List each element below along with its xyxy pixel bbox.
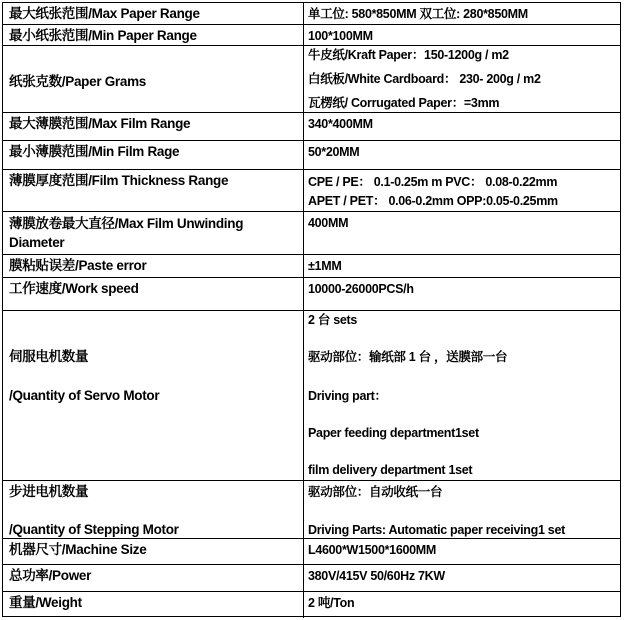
spec-value: 单工位: 580*850MM 双工位: 280*850MM <box>308 7 528 21</box>
spec-label-cell <box>3 25 304 45</box>
spec-label: 膜粘贴误差/Paste error <box>9 258 147 273</box>
spec-value-cell <box>303 481 620 538</box>
spec-label-cell <box>3 141 304 169</box>
spec-value-cell <box>303 539 620 564</box>
spec-label: 最大纸张范围/Max Paper Range <box>9 6 200 21</box>
spec-label-cell <box>3 212 304 254</box>
spec-value: Driving part： <box>308 389 387 403</box>
spec-value-cell <box>303 141 620 169</box>
spec-value: film delivery department 1set <box>308 463 473 477</box>
table-row <box>3 211 620 254</box>
spec-value-cell <box>303 255 620 277</box>
spec-label-cell <box>3 113 304 140</box>
spec-label-cell <box>3 46 304 112</box>
spec-label: 薄膜放卷最大直径/Max Film Unwinding <box>9 216 244 231</box>
spec-value-cell <box>303 3 620 24</box>
spec-label: 薄膜厚度范围/Film Thickness Range <box>9 173 229 188</box>
spec-label: 重量/Weight <box>9 595 82 610</box>
spec-value: 牛皮纸/Kraft Paper：150-1200g / m2 <box>308 48 509 62</box>
spec-value: APET / PET： 0.06-0.2mm OPP:0.05-0.25mm <box>308 194 558 208</box>
spec-label: Diameter <box>9 235 65 250</box>
spec-label: 机器尺寸/Machine Size <box>9 542 147 557</box>
spec-value-cell <box>303 592 620 618</box>
spec-value: 白纸板/White Cardboard： 230- 200g / m2 <box>308 72 541 86</box>
spec-value: Paper feeding department1set <box>308 426 479 440</box>
spec-value: 380V/415V 50/60Hz 7KW <box>308 569 445 583</box>
spec-table <box>2 2 621 617</box>
table-row <box>3 310 620 480</box>
spec-label: 伺服电机数量 <box>9 349 89 364</box>
spec-label: 工作速度/Work speed <box>9 281 139 296</box>
table-row <box>3 254 620 277</box>
spec-label: 最大薄膜范围/Max Film Range <box>9 116 191 131</box>
table-row <box>3 591 620 618</box>
table-row <box>3 45 620 112</box>
table-row <box>3 140 620 169</box>
spec-label-cell <box>3 539 304 564</box>
spec-value-cell <box>303 46 620 112</box>
spec-value: L4600*W1500*1600MM <box>308 543 437 557</box>
spec-label-cell <box>3 278 304 310</box>
spec-label: 步进电机数量 <box>9 484 89 499</box>
table-row <box>3 169 620 211</box>
table-row <box>3 538 620 564</box>
table-row <box>3 480 620 538</box>
spec-label-cell <box>3 481 304 538</box>
spec-value: 340*400MM <box>308 117 373 131</box>
spec-value-cell <box>303 278 620 310</box>
spec-label: 最小薄膜范围/Min Film Rage <box>9 144 180 159</box>
spec-value-cell <box>303 311 620 480</box>
spec-label: 纸张克数/Paper Grams <box>9 74 146 89</box>
table-row <box>3 24 620 45</box>
spec-value: 驱动部位：输纸部 1 台 ，送膜部一台 <box>308 350 508 364</box>
spec-value: 50*20MM <box>308 145 360 159</box>
spec-value-cell <box>303 565 620 591</box>
spec-value-cell <box>303 113 620 140</box>
spec-value: 400MM <box>308 216 349 230</box>
spec-value: ±1MM <box>308 259 342 273</box>
spec-label-cell <box>3 3 304 24</box>
table-row <box>3 112 620 140</box>
table-row <box>3 277 620 310</box>
spec-value-cell <box>303 25 620 45</box>
spec-value: 100*100MM <box>308 29 373 43</box>
spec-value: 2 台 sets <box>308 313 358 327</box>
spec-label: 总功率/Power <box>9 568 92 583</box>
spec-value-cell <box>303 170 620 211</box>
spec-value-cell <box>303 212 620 254</box>
spec-label-cell <box>3 170 304 211</box>
spec-label-cell <box>3 592 304 618</box>
spec-label-cell <box>3 255 304 277</box>
spec-value: Driving Parts: Automatic paper receiving1 set <box>308 523 565 537</box>
table-row <box>3 3 620 24</box>
spec-label: /Quantity of Servo Motor <box>9 388 160 403</box>
spec-value: 瓦楞纸/ Corrugated Paper：=3mm <box>308 96 500 110</box>
spec-label-cell <box>3 565 304 591</box>
table-row <box>3 564 620 591</box>
spec-value: 10000-26000PCS/h <box>308 282 414 296</box>
spec-value: 2 吨/Ton <box>308 596 355 610</box>
spec-label: /Quantity of Stepping Motor <box>9 522 179 537</box>
spec-label-cell <box>3 311 304 480</box>
spec-value: 驱动部位：自动收纸一台 <box>308 485 443 499</box>
spec-label: 最小纸张范围/Min Paper Range <box>9 28 197 43</box>
spec-value: CPE / PE： 0.1-0.25m m PVC： 0.08-0.22mm <box>308 175 558 189</box>
